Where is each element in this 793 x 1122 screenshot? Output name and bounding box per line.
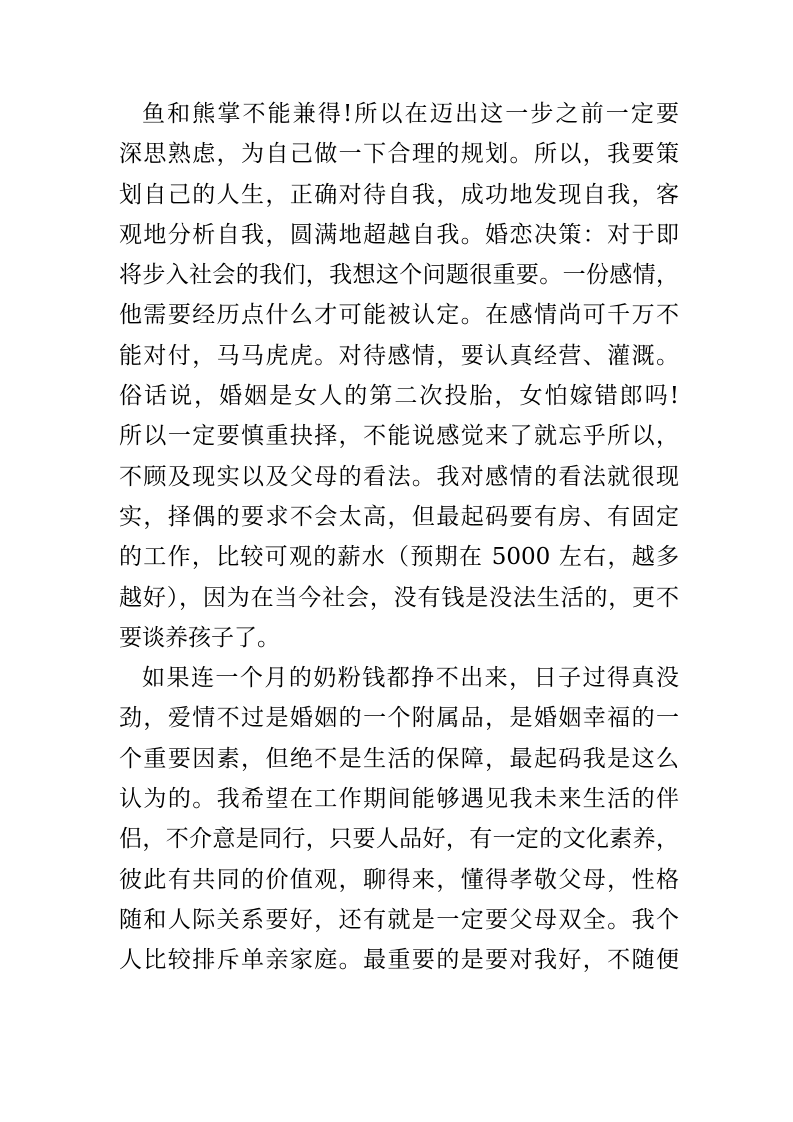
paragraph-2-line-4: 认为的。我希望在工作期间能够遇见我未来生活的伴	[119, 786, 679, 813]
paragraph-2-line-3: 个重要因素，但绝不是生活的保障，最起码我是这么	[119, 745, 679, 772]
paragraph-1-line-13: 越好），因为在当今社会，没有钱是没法生活的，更不	[119, 584, 679, 611]
paragraph-1-line-9: 所以一定要慎重抉择，不能说感觉来了就忘乎所以，	[119, 423, 679, 450]
paragraph-1-line-6: 他需要经历点什么才可能被认定。在感情尚可千万不	[119, 302, 679, 329]
paragraph-1-line-3: 划自己的人生，正确对待自我，成功地发现自我，客	[119, 181, 679, 208]
paragraph-2-line-6: 彼此有共同的价值观，聊得来，懂得孝敬父母，性格	[119, 866, 679, 893]
paragraph-2-line-5: 侣，不介意是同行，只要人品好，有一定的文化素养，	[119, 826, 679, 853]
paragraph-2-line-1: 如果连一个月的奶粉钱都挣不出来，日子过得真没	[142, 665, 679, 692]
paragraph-1-line-7: 能对付，马马虎虎。对待感情，要认真经营、灌溉。	[119, 342, 679, 369]
paragraph-1-line-5: 将步入社会的我们，我想这个问题很重要。一份感情，	[119, 262, 679, 289]
paragraph-1-line-12: 的工作，比较可观的薪水（预期在 5000 左右，越多	[119, 544, 679, 571]
paragraph-1-line-11: 实，择偶的要求不会太高，但最起码要有房、有固定	[119, 503, 679, 530]
paragraph-1-line-10: 不顾及现实以及父母的看法。我对感情的看法就很现	[119, 463, 679, 490]
paragraph-1-line-4: 观地分析自我，圆满地超越自我。婚恋决策：对于即	[119, 221, 679, 248]
paragraph-1-line-14: 要谈养孩子了。	[119, 624, 280, 651]
paragraph-2-line-7: 随和人际关系要好，还有就是一定要父母双全。我个	[119, 906, 679, 933]
paragraph-1-line-2: 深思熟虑，为自己做一下合理的规划。所以，我要策	[119, 141, 679, 168]
paragraph-2-line-2: 劲，爱情不过是婚姻的一个附属品，是婚姻幸福的一	[119, 705, 679, 732]
paragraph-1-line-8: 俗话说，婚姻是女人的第二次投胎，女怕嫁错郎吗!	[119, 383, 679, 410]
body-text	[119, 94, 679, 981]
paragraph-1-line-1: 鱼和熊掌不能兼得!所以在迈出这一步之前一定要	[142, 101, 679, 127]
paragraph-2-line-8: 人比较排斥单亲家庭。最重要的是要对我好，不随便	[119, 947, 679, 974]
